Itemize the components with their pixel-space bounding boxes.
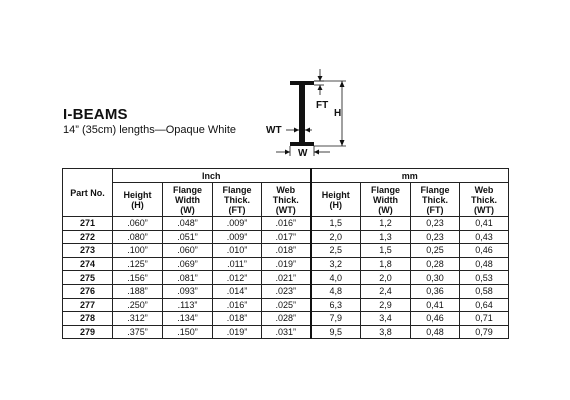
part-number-cell: 279 <box>63 325 113 339</box>
table-row <box>63 230 509 244</box>
inch-value-cell: .156” <box>113 271 163 285</box>
beam-web <box>299 85 305 142</box>
wt-arrow-left <box>305 128 310 133</box>
mm-col-header-2 <box>411 183 460 217</box>
mm-col-header-0 <box>311 183 361 217</box>
part-number-cell: 275 <box>63 271 113 285</box>
inch-value-cell: .375” <box>113 325 163 339</box>
inch-col-header-0 <box>113 183 163 217</box>
i-beam-diagram <box>250 55 380 165</box>
inch-value-cell: .018” <box>262 244 311 258</box>
part-number-cell: 271 <box>63 217 113 231</box>
inch-value-cell: .028” <box>262 312 311 326</box>
col-header-line: Flange <box>371 184 401 195</box>
col-header-line: (W) <box>180 204 195 215</box>
inch-value-cell: .019” <box>262 257 311 271</box>
inch-value-cell: .100” <box>113 244 163 258</box>
col-header-line: Thick. <box>422 194 449 205</box>
mm-value-cell: 3,2 <box>311 257 361 271</box>
mm-value-cell: 0,43 <box>460 230 509 244</box>
mm-col-header-1 <box>361 183 411 217</box>
inch-col-header-2 <box>213 183 262 217</box>
table-row <box>63 325 509 339</box>
mm-value-cell: 1,5 <box>311 217 361 231</box>
part-number-cell: 277 <box>63 298 113 312</box>
ft-dimension <box>314 69 324 95</box>
ft-label: FT <box>316 100 329 111</box>
col-header-line: Thick. <box>471 194 498 205</box>
inch-value-cell: .018” <box>213 312 262 326</box>
col-header-line: Height <box>123 189 152 200</box>
mm-value-cell: 1,3 <box>361 230 411 244</box>
inch-value-cell: .016” <box>262 217 311 231</box>
mm-value-cell: 0,71 <box>460 312 509 326</box>
mm-value-cell: 0,64 <box>460 298 509 312</box>
ft-arrow-down <box>318 76 323 81</box>
inch-value-cell: .016” <box>213 298 262 312</box>
mm-value-cell: 0,48 <box>411 325 460 339</box>
col-header-line: Width <box>373 194 398 205</box>
inch-col-header-1 <box>163 183 213 217</box>
mm-value-cell: 0,36 <box>411 284 460 298</box>
part-number-cell: 272 <box>63 230 113 244</box>
mm-value-cell: 0,23 <box>411 217 460 231</box>
inch-value-cell: .012” <box>213 271 262 285</box>
col-header-line: (FT) <box>228 204 246 215</box>
inch-value-cell: .009” <box>213 217 262 231</box>
inch-value-cell: .188” <box>113 284 163 298</box>
mm-value-cell: 0,79 <box>460 325 509 339</box>
mm-value-cell: 6,3 <box>311 298 361 312</box>
h-label: H <box>334 108 342 119</box>
mm-value-cell: 0,30 <box>411 271 460 285</box>
col-header-line: Web <box>276 184 296 195</box>
w-arrow-right <box>285 150 290 155</box>
col-header-line: Height <box>321 189 350 200</box>
w-arrow-left <box>314 150 319 155</box>
h-arrow-down <box>340 140 345 146</box>
col-header-line: Flange <box>420 184 450 195</box>
col-header-line: Thick. <box>272 194 299 205</box>
table-row <box>63 217 509 231</box>
mm-value-cell: 3,8 <box>361 325 411 339</box>
inch-value-cell: .081” <box>163 271 213 285</box>
ft-arrow-up <box>318 85 323 90</box>
col-header-line: (W) <box>378 204 393 215</box>
mm-value-cell: 2,9 <box>361 298 411 312</box>
mm-value-cell: 9,5 <box>311 325 361 339</box>
mm-value-cell: 0,41 <box>460 217 509 231</box>
inch-value-cell: .113” <box>163 298 213 312</box>
mm-value-cell: 0,23 <box>411 230 460 244</box>
inch-value-cell: .011” <box>213 257 262 271</box>
inch-value-cell: .080” <box>113 230 163 244</box>
inch-value-cell: .021” <box>262 271 311 285</box>
inch-col-header-3 <box>262 183 311 217</box>
h-arrow-up <box>340 81 345 87</box>
col-header-line: Web <box>474 184 494 195</box>
table-row <box>63 298 509 312</box>
col-header-line: Flange <box>222 184 252 195</box>
inch-value-cell: .093” <box>163 284 213 298</box>
inch-value-cell: .051” <box>163 230 213 244</box>
col-header-line: (WT) <box>474 204 495 215</box>
inch-value-cell: .017” <box>262 230 311 244</box>
wt-label: WT <box>266 125 282 136</box>
col-header-line: Flange <box>172 184 202 195</box>
col-header-line: (H) <box>329 199 343 210</box>
mm-value-cell: 2,5 <box>311 244 361 258</box>
mm-value-cell: 4,0 <box>311 271 361 285</box>
table-row <box>63 257 509 271</box>
inch-value-cell: .048” <box>163 217 213 231</box>
col-header-line: Width <box>175 194 200 205</box>
mm-value-cell: 0,53 <box>460 271 509 285</box>
mm-value-cell: 0,28 <box>411 257 460 271</box>
inch-value-cell: .009” <box>213 230 262 244</box>
inch-value-cell: .125” <box>113 257 163 271</box>
inch-group-header: Inch <box>113 169 311 183</box>
col-header-line: (FT) <box>426 204 444 215</box>
inch-value-cell: .069” <box>163 257 213 271</box>
part-number-cell: 276 <box>63 284 113 298</box>
mm-value-cell: 0,58 <box>460 284 509 298</box>
inch-value-cell: .060” <box>113 217 163 231</box>
mm-value-cell: 2,0 <box>361 271 411 285</box>
inch-value-cell: .025” <box>262 298 311 312</box>
part-number-cell: 274 <box>63 257 113 271</box>
mm-value-cell: 0,46 <box>411 312 460 326</box>
mm-group-header: mm <box>311 169 509 183</box>
inch-value-cell: .031” <box>262 325 311 339</box>
spec-table <box>62 168 509 339</box>
table-row <box>63 312 509 326</box>
page-title: I-BEAMS <box>63 106 128 123</box>
inch-value-cell: .060” <box>163 244 213 258</box>
inch-value-cell: .150” <box>163 325 213 339</box>
beam-bottom-flange <box>290 142 314 146</box>
inch-value-cell: .134” <box>163 312 213 326</box>
mm-col-header-3 <box>460 183 509 217</box>
inch-value-cell: .250” <box>113 298 163 312</box>
beam-top-flange <box>290 81 314 85</box>
mm-value-cell: 1,2 <box>361 217 411 231</box>
inch-value-cell: .019” <box>213 325 262 339</box>
wt-arrow-right <box>294 128 299 133</box>
table-row <box>63 284 509 298</box>
mm-value-cell: 1,5 <box>361 244 411 258</box>
col-header-line: Thick. <box>223 194 250 205</box>
mm-value-cell: 3,4 <box>361 312 411 326</box>
col-header-line: (H) <box>131 199 144 210</box>
inch-value-cell: .010” <box>213 244 262 258</box>
col-header-line: (WT) <box>275 204 296 215</box>
page-subtitle: 14” (35cm) lengths—Opaque White <box>63 124 237 136</box>
part-number-cell: 273 <box>63 244 113 258</box>
table-row <box>63 244 509 258</box>
mm-value-cell: 7,9 <box>311 312 361 326</box>
inch-value-cell: .312” <box>113 312 163 326</box>
mm-value-cell: 0,25 <box>411 244 460 258</box>
table-row <box>63 271 509 285</box>
mm-value-cell: 2,0 <box>311 230 361 244</box>
part-no-header: Part No. <box>63 169 113 217</box>
part-number-cell: 278 <box>63 312 113 326</box>
mm-value-cell: 0,41 <box>411 298 460 312</box>
mm-value-cell: 1,8 <box>361 257 411 271</box>
inch-value-cell: .023” <box>262 284 311 298</box>
mm-value-cell: 0,46 <box>460 244 509 258</box>
mm-value-cell: 0,48 <box>460 257 509 271</box>
inch-value-cell: .014” <box>213 284 262 298</box>
mm-value-cell: 4,8 <box>311 284 361 298</box>
mm-value-cell: 2,4 <box>361 284 411 298</box>
w-label: W <box>298 148 308 159</box>
